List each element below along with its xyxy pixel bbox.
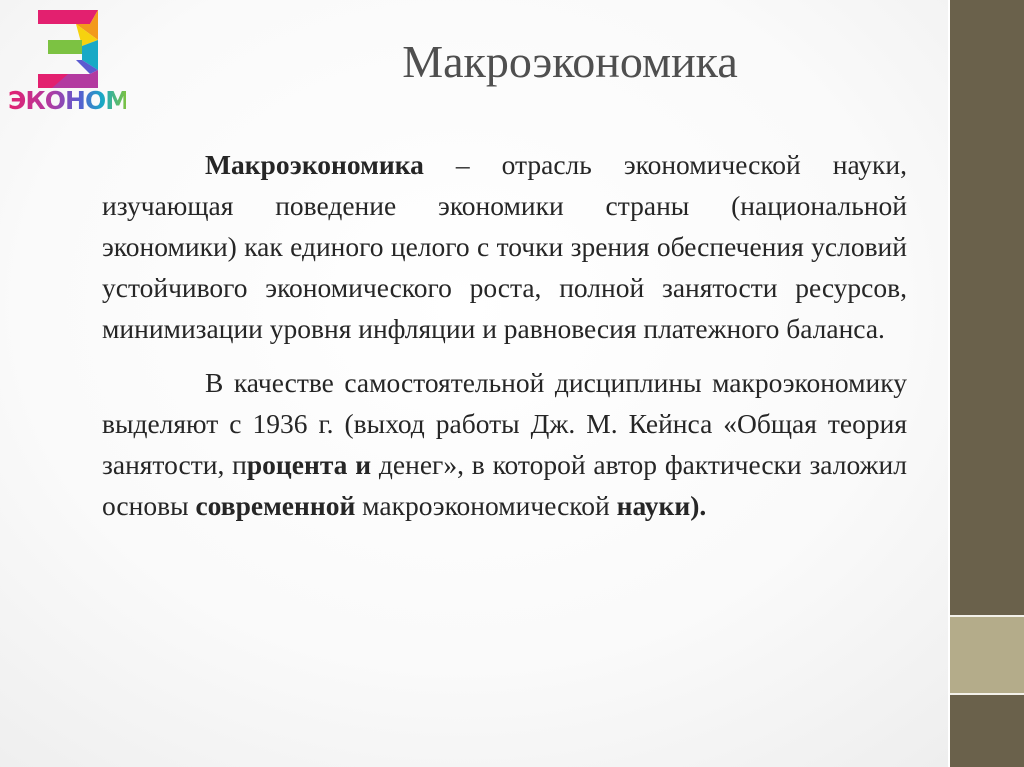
history-text-part-1: В качестве самостоятельной дисциплины макроэкономику выделяют с 1936 г. (выход работы Дж. М. Кейнса «Общая теория занятости, п xyxy=(102,367,907,480)
sidebar-band-bottom xyxy=(950,695,1024,767)
history-bold-part-3: науки). xyxy=(616,490,707,521)
history-paragraph xyxy=(102,362,907,526)
history-bold-part-2: современной xyxy=(195,490,356,521)
page-title: Макроэкономика xyxy=(402,36,738,87)
definition-paragraph xyxy=(102,144,907,349)
sidebar-band-accent xyxy=(950,617,1024,693)
logo-text: ЭКОНОМ xyxy=(8,86,130,115)
history-bold-part-1: роцента и xyxy=(246,449,372,480)
history-text-part-2: денег», в которой автор фактически заложил основы xyxy=(102,449,907,521)
decorative-sidebar xyxy=(948,0,1024,767)
definition-text: – отрасль экономической науки, изучающая поведение экономики страны (национальной экономики) как единого целого с точки зрения обеспечения условий устойчивого экономического роста, полной занятости ресурсов, минимизации уровня инфляции и равновесия платежного баланса. xyxy=(102,149,907,344)
defined-term: Макроэкономика xyxy=(205,149,424,180)
logo-mark-icon xyxy=(38,10,98,88)
sidebar-band-top xyxy=(950,0,1024,615)
logo xyxy=(8,10,130,122)
slide-body xyxy=(102,144,907,539)
history-text-part-3: макроэкономической xyxy=(355,490,617,521)
